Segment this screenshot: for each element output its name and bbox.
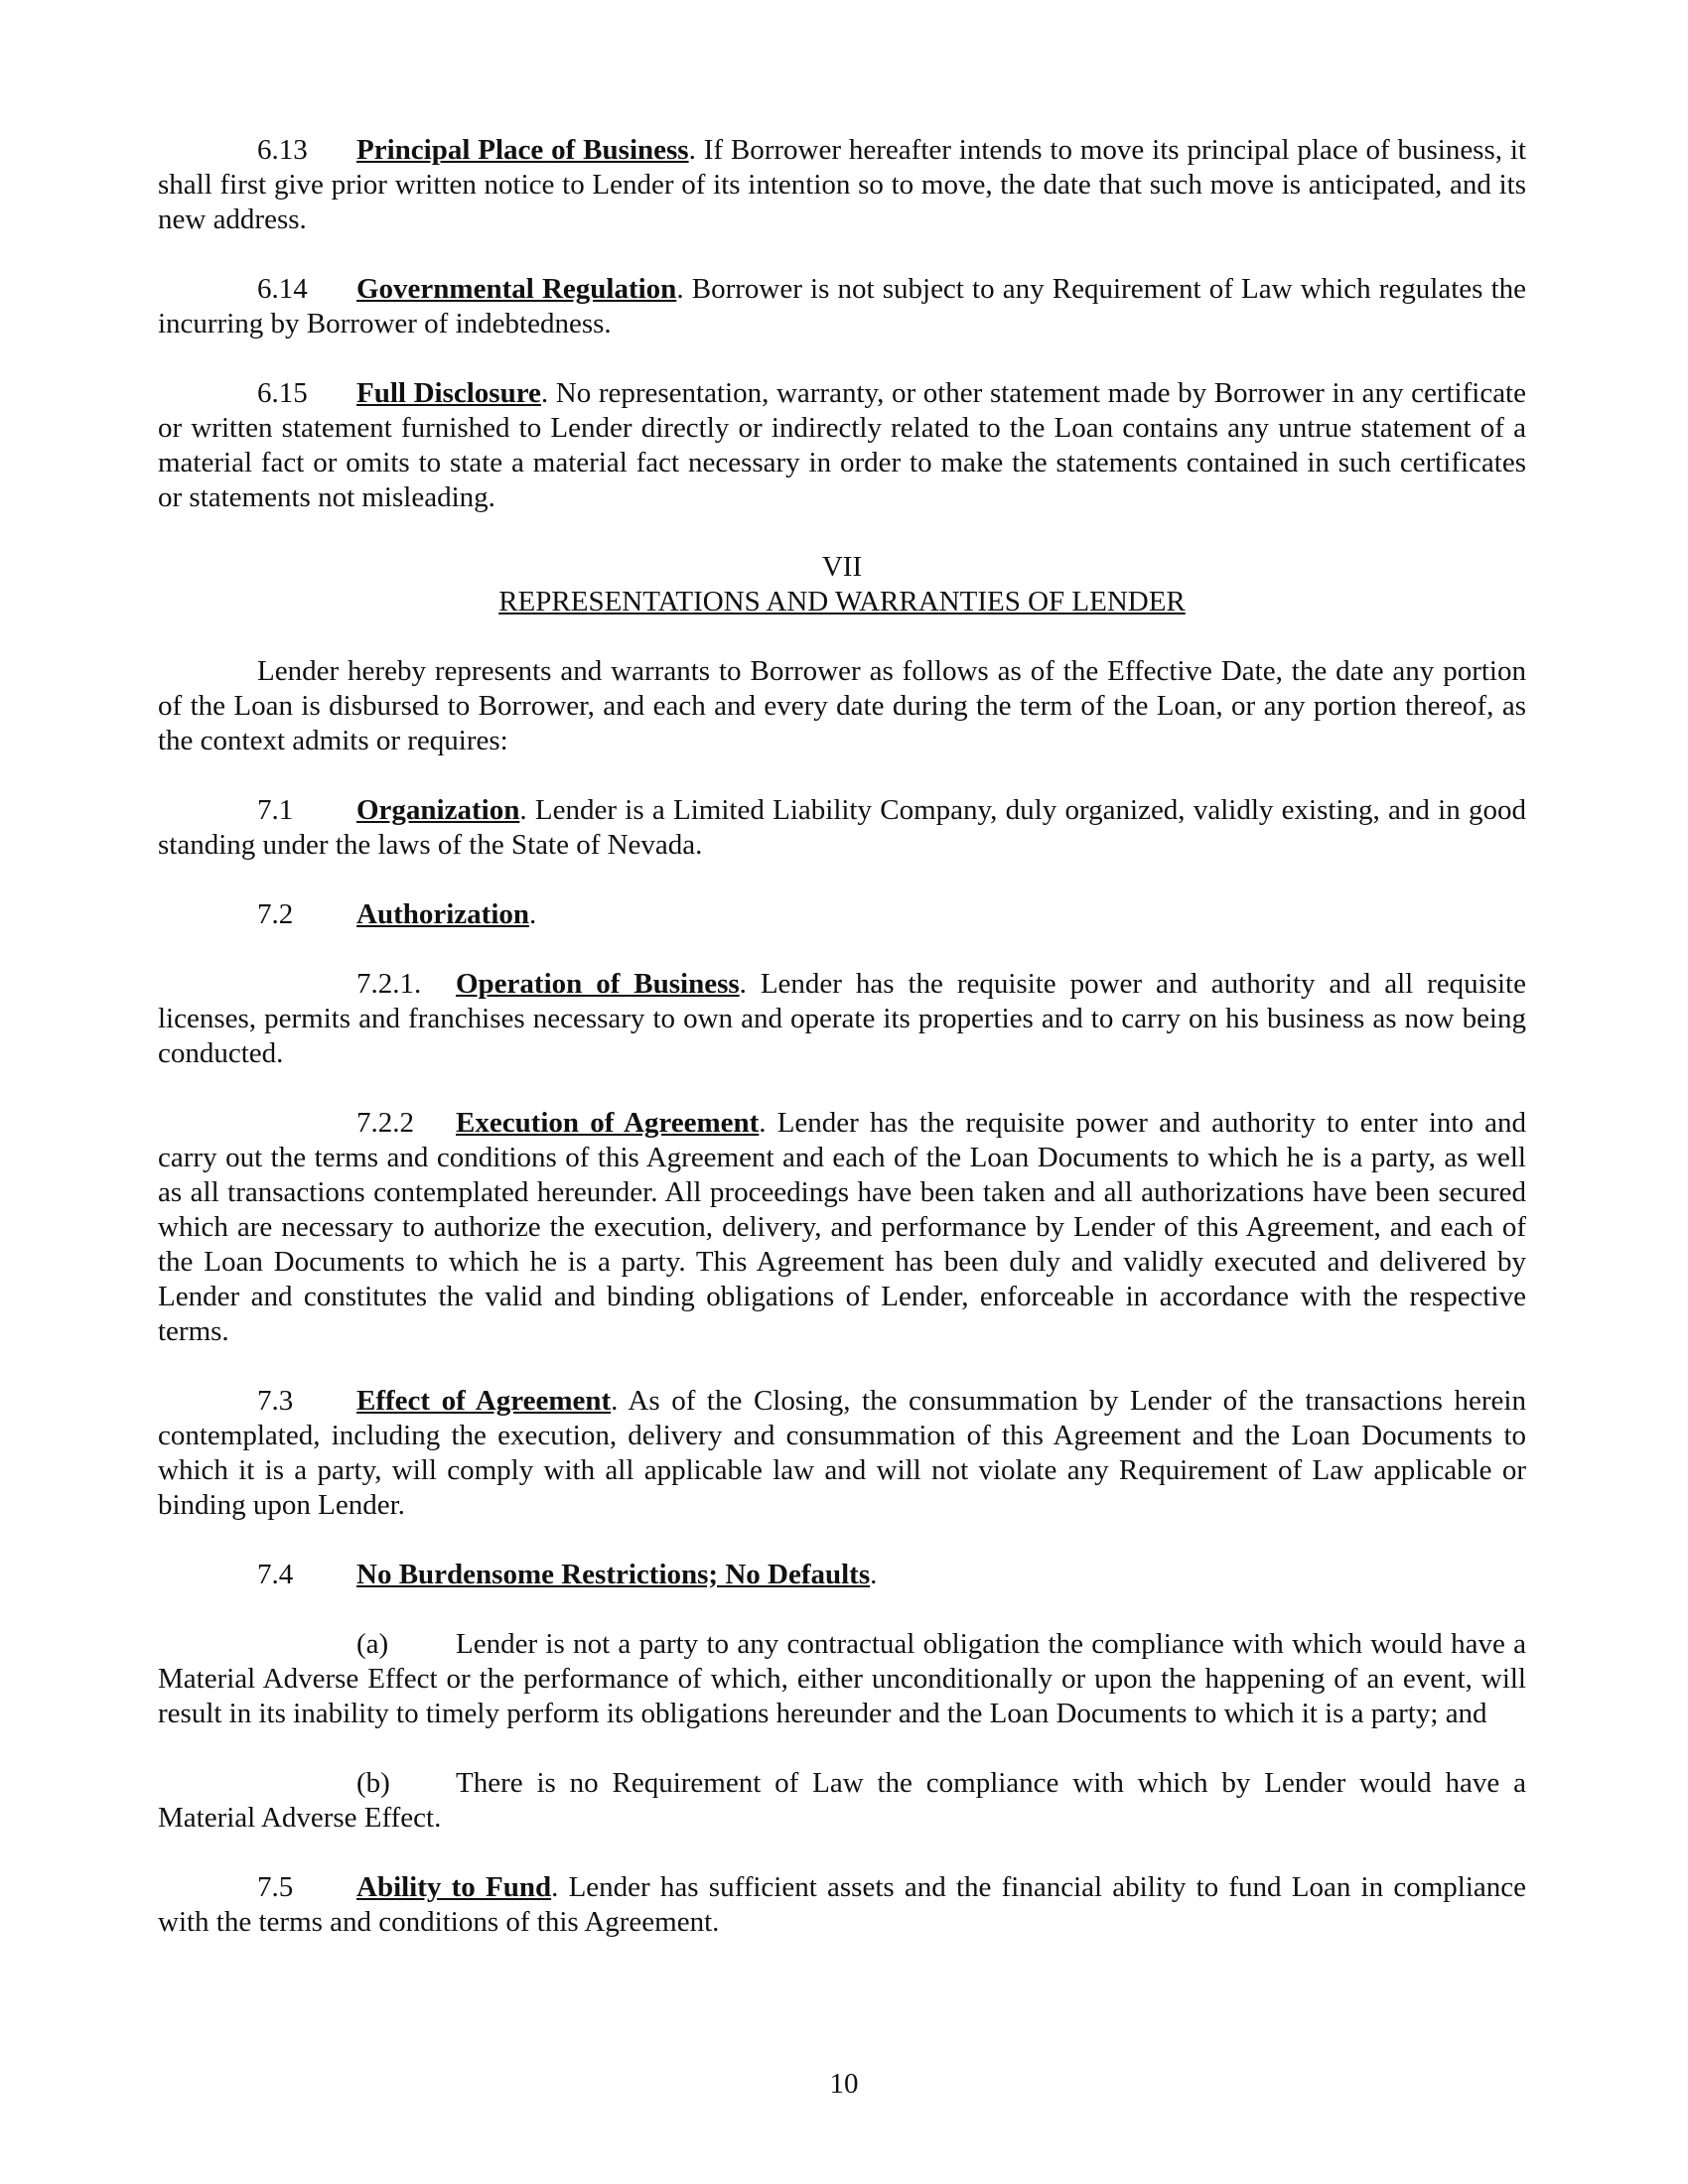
clause-text: Lender is not a party to any contractual obligation the compliance with which would have a Material Adverse Effect or the performance of which, either unconditionally or upon the happening of an event, will result in its inability to timely perform its obligations hereunder and the Loan Documents to which it is a party; and bbox=[158, 1628, 1526, 1729]
section-heading: Principal Place of Business bbox=[356, 134, 689, 166]
page-number: 10 bbox=[829, 2068, 859, 2100]
section-text: . Lender has sufficient assets and the financial ability to fund Loan in compliance with the terms and conditions of this Agreement. bbox=[158, 1871, 1526, 1938]
clause-number: (b) bbox=[356, 1767, 390, 1799]
section-heading: Ability to Fund bbox=[356, 1871, 552, 1903]
section-7-4-b bbox=[158, 1766, 1526, 1836]
section-number: 7.2 bbox=[257, 898, 294, 930]
section-heading: Governmental Regulation bbox=[356, 273, 677, 305]
section-7-2 bbox=[158, 897, 1526, 932]
section-heading: No Burdensome Restrictions; No Defaults bbox=[356, 1559, 871, 1590]
article-number: VII bbox=[821, 551, 863, 583]
section-number: 7.4 bbox=[257, 1559, 294, 1590]
section-number: 6.14 bbox=[257, 273, 308, 305]
section-heading: Execution of Agreement bbox=[456, 1107, 760, 1139]
section-heading: Authorization bbox=[356, 898, 529, 930]
section-number: 7.2.2 bbox=[356, 1107, 414, 1139]
section-heading: Full Disclosure bbox=[356, 377, 541, 409]
section-text: . If Borrower hereafter intends to move its principal place of business, it shall first give prior written notice to Lender of its intention so to move, the date that such move is anticipated, and its new address. bbox=[158, 134, 1526, 235]
section-heading: Organization bbox=[356, 794, 520, 826]
section-text: . Lender is a Limited Liability Company, duly organized, validly existing, and in good standing under the laws of the State of Nevada. bbox=[158, 794, 1526, 861]
article-title: REPRESENTATIONS AND WARRANTIES OF LENDER bbox=[498, 586, 1186, 617]
document-body bbox=[158, 133, 1526, 1975]
section-7-4 bbox=[158, 1558, 1526, 1592]
section-heading: Effect of Agreement bbox=[356, 1385, 612, 1417]
section-7-5 bbox=[158, 1870, 1526, 1940]
section-text: . No representation, warranty, or other statement made by Borrower in any certificate or written statement furnished to Lender directly or indirectly related to the Loan contains any untrue statement of a material fact or omits to state a material fact necessary in order to make the statements contained in such certificates or statements not misleading. bbox=[158, 377, 1526, 513]
section-text: . Lender has the requisite power and authority and all requisite licenses, permits and franchises necessary to own and operate its properties and to carry on his business as now being conducted. bbox=[158, 968, 1526, 1069]
section-number: 6.15 bbox=[257, 377, 308, 409]
clause-number: (a) bbox=[356, 1628, 389, 1660]
section-7-3 bbox=[158, 1384, 1526, 1523]
section-number: 7.1 bbox=[257, 794, 294, 826]
section-6-13 bbox=[158, 133, 1526, 237]
article-heading bbox=[158, 550, 1526, 619]
section-text: . As of the Closing, the consummation by Lender of the transactions herein contemplated, including the execution, delivery and consummation of this Agreement and the Loan Documents to which it is a party, will comply with all applicable law and will not violate any Requirement of Law applicable or binding upon Lender. bbox=[158, 1385, 1526, 1521]
section-6-15 bbox=[158, 376, 1526, 515]
section-7-2-2 bbox=[158, 1106, 1526, 1349]
section-7-4-a bbox=[158, 1627, 1526, 1731]
section-number: 7.5 bbox=[257, 1871, 294, 1903]
article-intro: Lender hereby represents and warrants to Borrower as follows as of the Effective Date, the date any portion of the Loan is disbursed to Borrower, and each and every date during the term of the Loan, or any portion thereof, as the context admits or requires: bbox=[158, 655, 1526, 756]
section-heading: Operation of Business bbox=[456, 968, 740, 1000]
section-7-1 bbox=[158, 793, 1526, 863]
section-number: 7.3 bbox=[257, 1385, 294, 1417]
section-text: . Lender has the requisite power and authority to enter into and carry out the terms and conditions of this Agreement and each of the Loan Documents to which he is a party, as well as all transactions contemplated hereunder. All proceedings have been taken and all authorizations have been secured which are necessary to authorize the execution, delivery, and performance by Lender of this Agreement, and each of the Loan Documents to which he is a party. This Agreement has been duly and validly executed and delivered by Lender and constitutes the valid and binding obligations of Lender, enforceable in accordance with the respective terms. bbox=[158, 1107, 1526, 1347]
clause-text: There is no Requirement of Law the compliance with which by Lender would have a Material Adverse Effect. bbox=[158, 1767, 1526, 1834]
section-text: . bbox=[529, 898, 537, 930]
section-text: . bbox=[870, 1559, 878, 1590]
section-number: 7.2.1. bbox=[356, 968, 422, 1000]
section-text: . Borrower is not subject to any Requirement of Law which regulates the incurring by Borrower of indebtedness. bbox=[158, 273, 1526, 340]
section-number: 6.13 bbox=[257, 134, 308, 166]
section-7-2-1 bbox=[158, 967, 1526, 1071]
section-6-14 bbox=[158, 272, 1526, 341]
